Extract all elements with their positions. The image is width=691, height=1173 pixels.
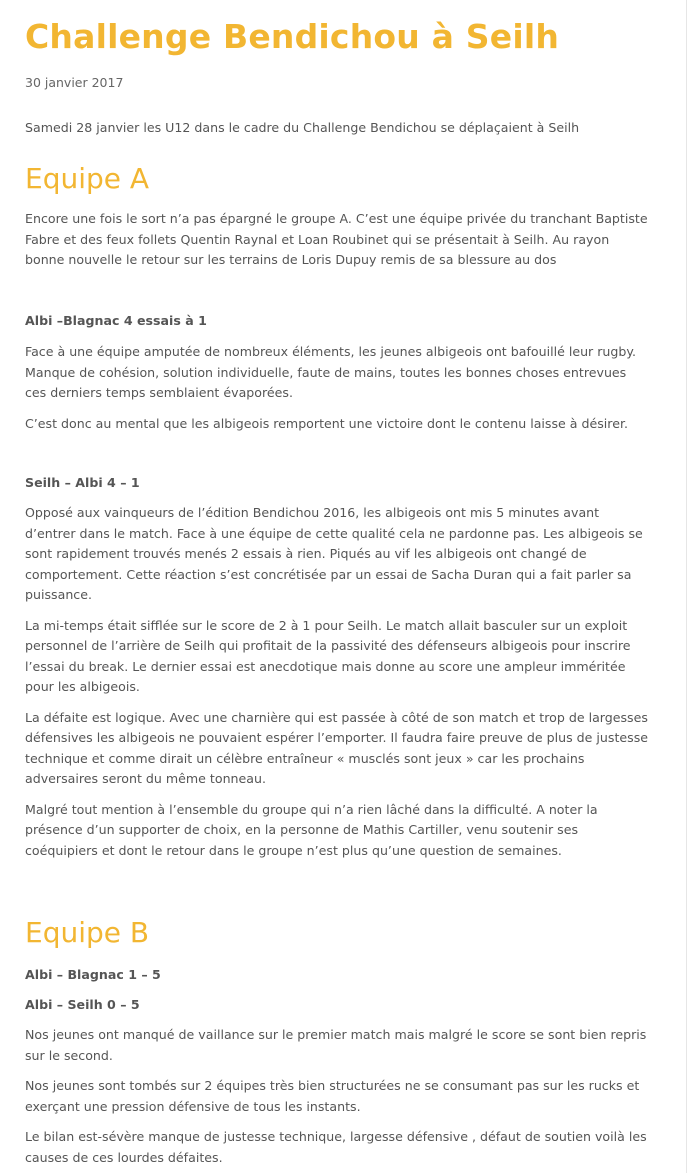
match2-paragraph-1: Opposé aux vainqueurs de l’édition Bendichou 2016, les albigeois ont mis 5 minutes avant d’entrer dans le match. Face à une équipe de cette qualité cela ne pardonne pas. Les albigeois se sont rapidement trouvés menés 2 essais à rien. Piqués au vif les albigeois ont changé de comportement. Cette réaction s’est concrétisée par un essai de Sacha Duran qui a fait parler sa puissance. (25, 505, 643, 602)
equipe-a-intro (25, 209, 650, 271)
match1-paragraph-1: Face à une équipe amputée de nombreux éléments, les jeunes albigeois ont bafouillé leur rugby. Manque de cohésion, solution individuelle, faute de mains, toutes les bonnes choses entrevues ces derniers temps semblaient évaporées. (25, 344, 637, 400)
match2-paragraph-3: La défaite est logique. Avec une charnière qui est passée à côté de son match et trop de largesses défensives les albigeois ne pouvaient espérer l’emporter. Il faudra faire preuve de plus de justesse technique et comme dirait un célèbre entraîneur « musclés sont jeux » car les prochains adversaires seront du même tonneau. (25, 709, 649, 786)
equipe-a-heading: Equipe A (25, 162, 150, 195)
equipe-b-paragraph-2: Nos jeunes sont tombés sur 2 équipes très bien structurées ne se consumant pas sur les rucks et exerçant une pression défensive de tous les instants. (25, 1078, 640, 1114)
equipe-a-match1-heading: Albi –Blagnac 4 essais à 1 (25, 313, 207, 328)
equipe-b-match2-heading: Albi – Seilh 0 – 5 (25, 997, 140, 1012)
equipe-b-paragraph-3: Le bilan est-sévère manque de justesse technique, largesse défensive , défaut de soutien voilà les causes de ces lourdes défaites. (25, 1129, 647, 1165)
article-intro (25, 118, 650, 139)
equipe-a-match2-report (25, 503, 650, 861)
equipe-b-paragraph-1: Nos jeunes ont manqué de vaillance sur le premier match mais malgré le score se sont bien repris sur le second. (25, 1027, 647, 1063)
article-date: 30 janvier 2017 (25, 75, 124, 90)
equipe-a-match1-report (25, 342, 650, 434)
page-right-border (686, 0, 687, 1173)
equipe-b-heading: Equipe B (25, 916, 150, 949)
equipe-b-report (25, 1025, 650, 1168)
equipe-a-intro-paragraph: Encore une fois le sort n’a pas épargné le groupe A. C’est une équipe privée du tranchant Baptiste Fabre et des feux follets Quentin Raynal et Loan Roubinet qui se présentait à Seilh. Au rayon bonne nouvelle le retour sur les terrains de Loris Dupuy remis de sa blessure au dos (25, 211, 648, 267)
match1-paragraph-2: C’est donc au mental que les albigeois remportent une victoire dont le contenu laisse à désirer. (25, 415, 628, 431)
intro-paragraph: Samedi 28 janvier les U12 dans le cadre du Challenge Bendichou se déplaçaient à Seilh (25, 120, 580, 135)
equipe-b-match1-heading: Albi – Blagnac 1 – 5 (25, 967, 161, 982)
article-title: Challenge Bendichou à Seilh (25, 17, 560, 56)
equipe-a-match2-heading: Seilh – Albi 4 – 1 (25, 475, 140, 490)
match2-paragraph-2: La mi-temps était sifflée sur le score de 2 à 1 pour Seilh. Le match allait basculer sur un exploit personnel de l’arrière de Seilh qui profitait de la passivité des défenseurs albigeois pour inscrire l’essai du break. Le dernier essai est anecdotique mais donne au score une ampleur imméritée pour les albigeois. (25, 617, 631, 694)
match2-paragraph-4: Malgré tout mention à l’ensemble du groupe qui n’a rien lâché dans la difficulté. A noter la présence d’un supporter de choix, en la personne de Mathis Cartiller, venu soutenir ses coéquipiers et dont le retour dans le groupe n’est plus qu’une question de semaines. (25, 801, 598, 858)
